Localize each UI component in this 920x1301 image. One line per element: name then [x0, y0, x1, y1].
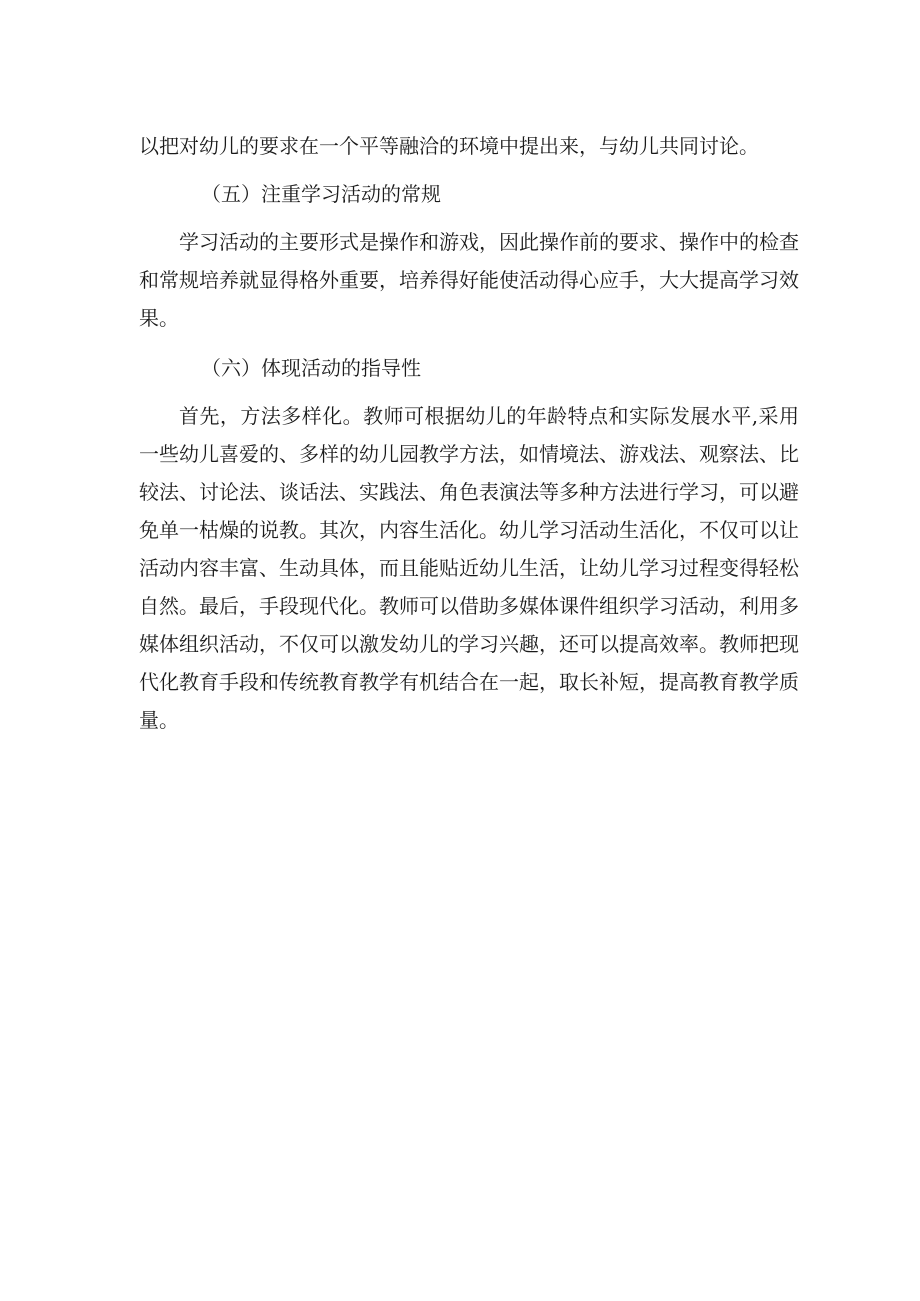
section-6-heading: （六）体现活动的指导性 [201, 356, 421, 380]
continuation-paragraph: 以把对幼儿的要求在一个平等融洽的环境中提出来，与幼儿共同讨论。 [139, 134, 759, 158]
section-6-paragraph: 首先，方法多样化。教师可根据幼儿的年龄特点和实际发展水平,采用一些幼儿喜爱的、多样的幼儿园教学方法，如情境法、游戏法、观察法、比较法、讨论法、谈话法、实践法、角色表演法等多种方法进行学习，可以避免单一枯燥的说教。其次，内容生活化。幼儿学习活动生活化，不仅可以让活动内容丰富、生动具体，而且能贴近幼儿生活，让幼儿学习过程变得轻松自然。最后，手段现代化。教师可以借助多媒体课件组织学习活动，利用多媒体组织活动，不仅可以激发幼儿的学习兴趣，还可以提高效率。教师把现代化教育手段和传统教育教学有机结合在一起，取长补短，提高教育教学质量。 [139, 404, 799, 732]
document-body [139, 127, 799, 751]
section-5-paragraph: 学习活动的主要形式是操作和游戏，因此操作前的要求、操作中的检查和常规培养就显得格外重要，培养得好能使活动得心应手，大大提高学习效果。 [139, 230, 799, 330]
section-5-heading: （五）注重学习活动的常规 [201, 182, 441, 206]
